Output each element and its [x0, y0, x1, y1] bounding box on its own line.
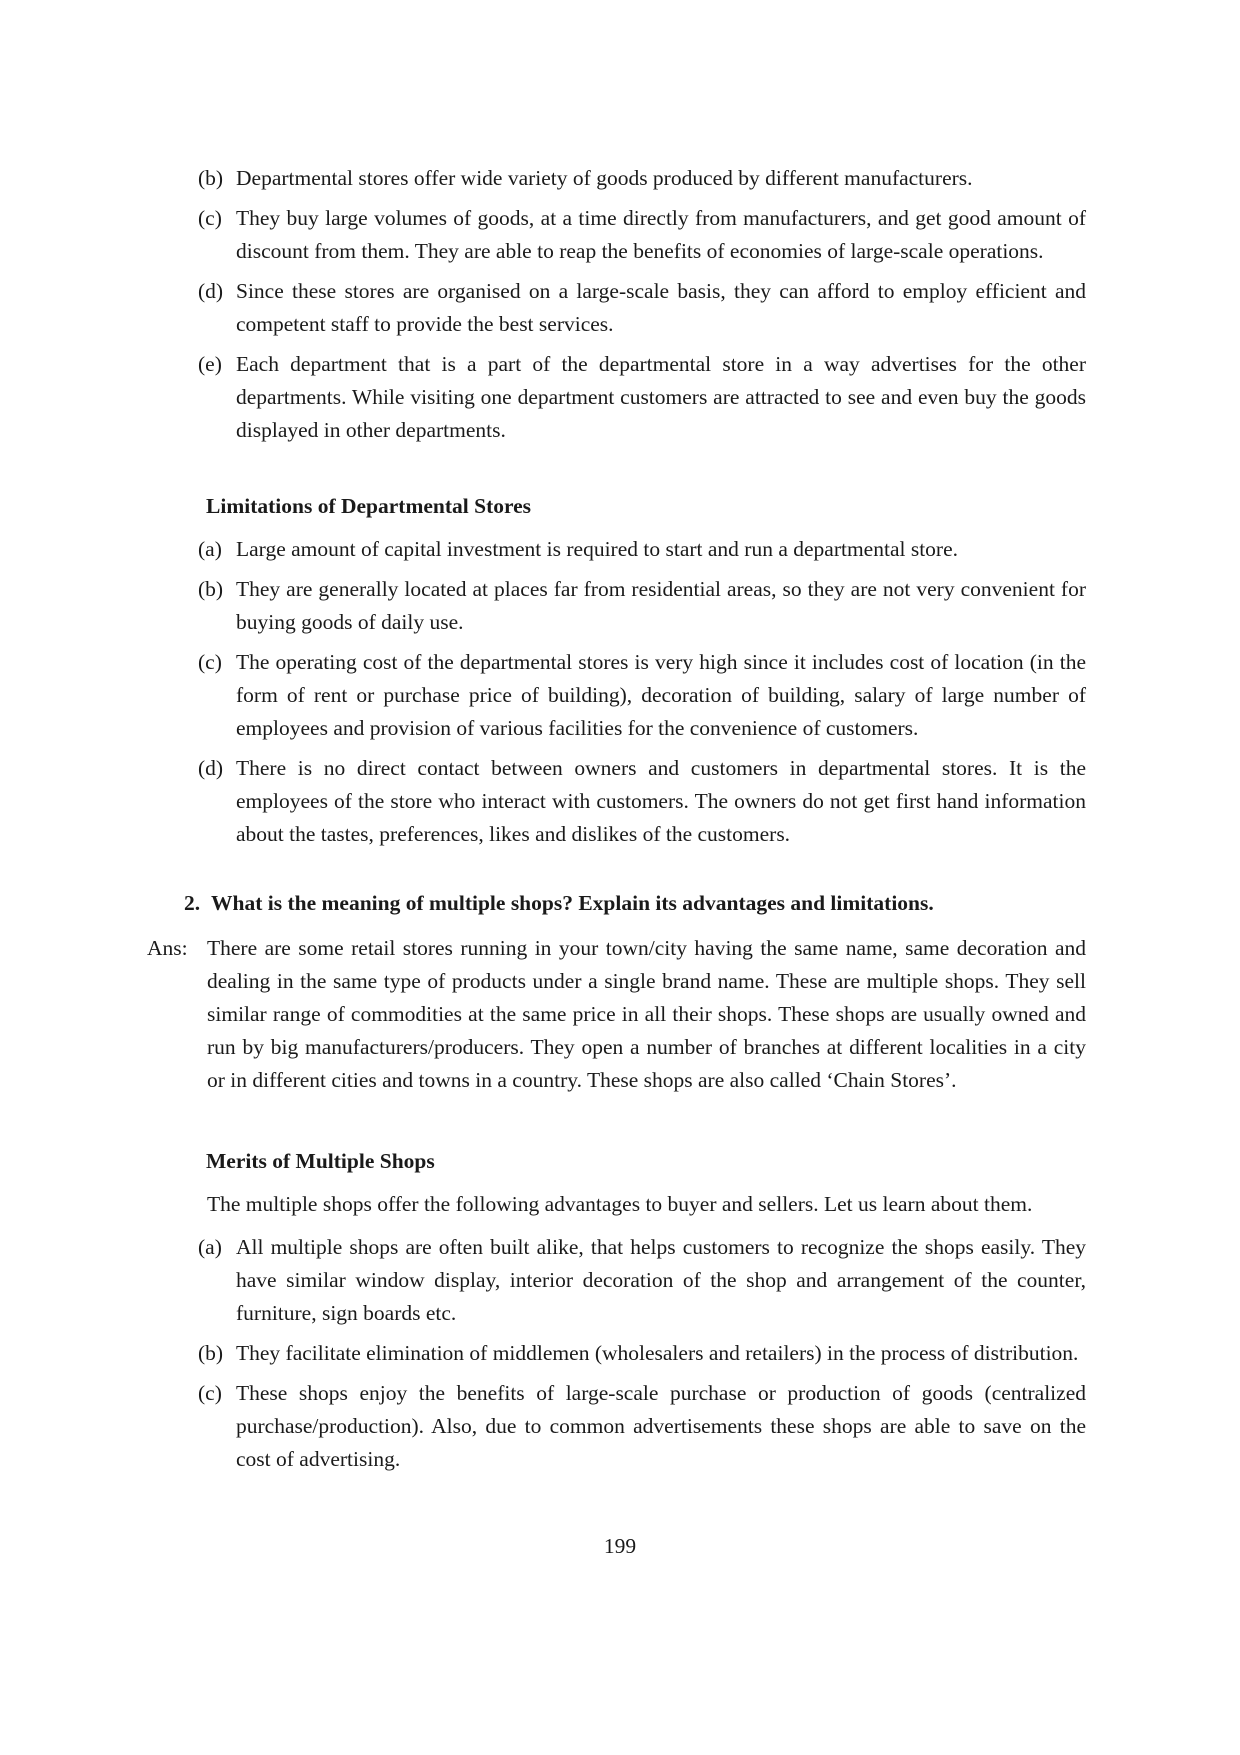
- list-text: Since these stores are organised on a large-scale basis, they can afford to employ efficient and competent staff to provide the best services.: [236, 279, 1086, 336]
- list-item: [0, 646, 1086, 745]
- list-item: [0, 1377, 1086, 1476]
- list-item: [0, 1231, 1086, 1330]
- merits-heading: Merits of Multiple Shops: [206, 1149, 435, 1173]
- list-text: Departmental stores offer wide variety of goods produced by different manufacturers.: [236, 166, 973, 190]
- limitations-list: [0, 533, 1240, 851]
- answer-paragraph: [0, 932, 1086, 1097]
- question-heading: [184, 887, 1104, 920]
- answer-marker: Ans:: [147, 936, 188, 960]
- limitations-heading: Limitations of Departmental Stores: [206, 494, 532, 518]
- page-number: 199: [603, 1534, 637, 1558]
- list-marker: (a): [198, 537, 222, 561]
- answer-text: There are some retail stores running in your town/city having the same name, same decoration and dealing in the same type of products under a single brand name. These are multiple shops. They sell similar range of commodities at the same price in all their shops. These shops are usually owned and run by big manufacturers/producers. They open a number of branches at different localities in a city or in different cities and towns in a country. These shops are also called ‘Chain Stores’.: [207, 936, 1086, 1092]
- list-text: The operating cost of the departmental stores is very high since it includes cost of location (in the form of rent or purchase price of building), decoration of building, salary of large number of employees and provision of various facilities for the convenience of customers.: [236, 650, 1086, 740]
- list-marker: (b): [198, 166, 224, 190]
- list-marker: (c): [198, 650, 222, 674]
- list-item: [0, 275, 1086, 341]
- list-item: [0, 533, 1086, 566]
- list-text: Each department that is a part of the departmental store in a way advertises for the other departments. While visiting one department customers are attracted to see and even buy the goods displayed in other departments.: [236, 352, 1086, 442]
- list-marker: (c): [198, 206, 222, 230]
- list-text: They facilitate elimination of middlemen (wholesalers and retailers) in the process of distribution.: [236, 1341, 1079, 1365]
- list-item: [0, 1337, 1086, 1370]
- list-text: These shops enjoy the benefits of large-scale purchase or production of goods (centralized purchase/production). Also, due to common advertisements these shops are able to save on the cost of advertising.: [236, 1381, 1086, 1471]
- list-marker: (c): [198, 1381, 222, 1405]
- list-marker: (d): [198, 756, 224, 780]
- question-text: What is the meaning of multiple shops? Explain its advantages and limitations.: [211, 891, 934, 915]
- list-marker: (d): [198, 279, 224, 303]
- list-item: [0, 348, 1086, 447]
- list-item: [0, 752, 1086, 851]
- list-marker: (b): [198, 577, 224, 601]
- list-marker: (b): [198, 1341, 224, 1365]
- answer-block: [0, 932, 1240, 1097]
- list-text: They buy large volumes of goods, at a time directly from manufacturers, and get good amount of discount from them. They are able to reap the benefits of economies of large-scale operations.: [236, 206, 1086, 263]
- list-text: They are generally located at places far from residential areas, so they are not very convenient for buying goods of daily use.: [236, 577, 1086, 634]
- question-number: 2.: [184, 891, 201, 915]
- list-text: There is no direct contact between owners and customers in departmental stores. It is the employees of the store who interact with customers. The owners do not get first hand information about the tastes, preferences, likes and dislikes of the customers.: [236, 756, 1086, 846]
- list-text: All multiple shops are often built alike, that helps customers to recognize the shops easily. They have similar window display, interior decoration of the shop and arrangement of the counter, furniture, sign boards etc.: [236, 1235, 1086, 1325]
- list-marker: (a): [198, 1235, 222, 1259]
- section1-list: [0, 162, 1240, 447]
- list-text: Large amount of capital investment is required to start and run a departmental store.: [236, 537, 959, 561]
- list-marker: (e): [198, 352, 222, 376]
- list-item: [0, 162, 1086, 195]
- merits-list: [0, 1231, 1240, 1476]
- list-item: [0, 202, 1086, 268]
- merits-intro: The multiple shops offer the following advantages to buyer and sellers. Let us learn about them.: [207, 1192, 1033, 1216]
- list-item: [0, 573, 1086, 639]
